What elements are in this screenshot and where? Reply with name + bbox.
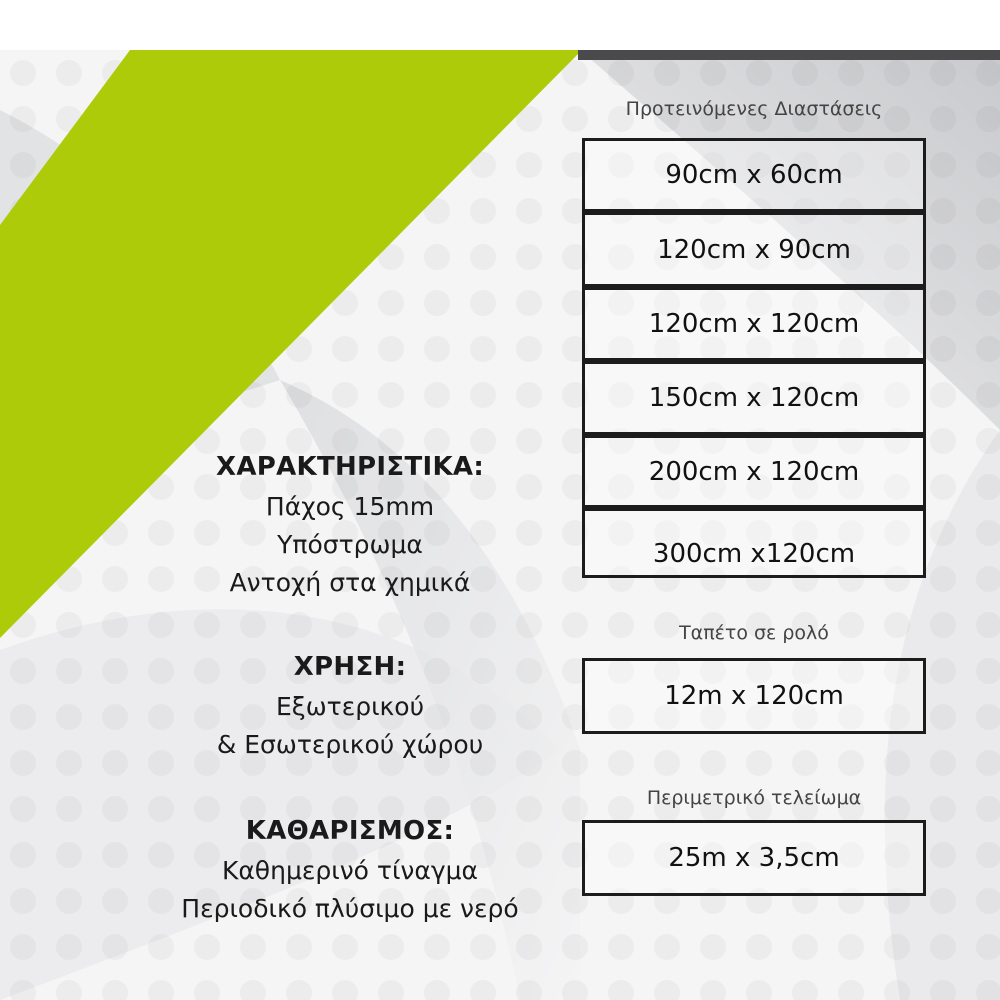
dark-top-band [578, 50, 1000, 60]
usage-line-2: & Εσωτερικού χώρου [216, 730, 484, 759]
sizes-caption: Προτεινόμενες Διαστάσεις [625, 98, 883, 120]
cleaning-line-2: Περιοδικό πλύσιμο με νερό [181, 894, 519, 923]
cleaning-line-1: Καθημερινό τίναγμα [221, 856, 479, 885]
size-box-4: 150cm x 120cm [582, 361, 926, 435]
size-box-5: 200cm x 120cm [582, 435, 926, 508]
size-box-3: 120cm x 120cm [582, 287, 926, 361]
features-line-2: Υπόστρωμα [277, 530, 423, 559]
usage-line-1: Εξωτερικού [275, 692, 425, 721]
features-line-3: Αντοχή στα χημικά [229, 568, 471, 597]
size-box-1: 90cm x 60cm [582, 138, 926, 212]
edging-caption: Περιμετρικό τελείωμα [646, 787, 862, 809]
size-box-6: 300cm x120cm [582, 508, 926, 578]
usage-title: ΧΡΗΣΗ: [293, 652, 407, 682]
roll-caption: Ταπέτο σε ρολό [679, 622, 829, 644]
features-section [150, 452, 550, 597]
features-line-1: Πάχος 15mm [265, 492, 435, 521]
size-box-2: 120cm x 90cm [582, 212, 926, 287]
usage-section [150, 652, 550, 759]
cleaning-section [150, 816, 550, 923]
features-title: ΧΑΡΑΚΤΗΡΙΣΤΙΚΑ: [215, 452, 485, 482]
roll-box: 12m x 120cm [582, 658, 926, 734]
edging-box: 25m x 3,5cm [582, 820, 926, 896]
cleaning-title: ΚΑΘΑΡΙΣΜΟΣ: [245, 816, 455, 846]
